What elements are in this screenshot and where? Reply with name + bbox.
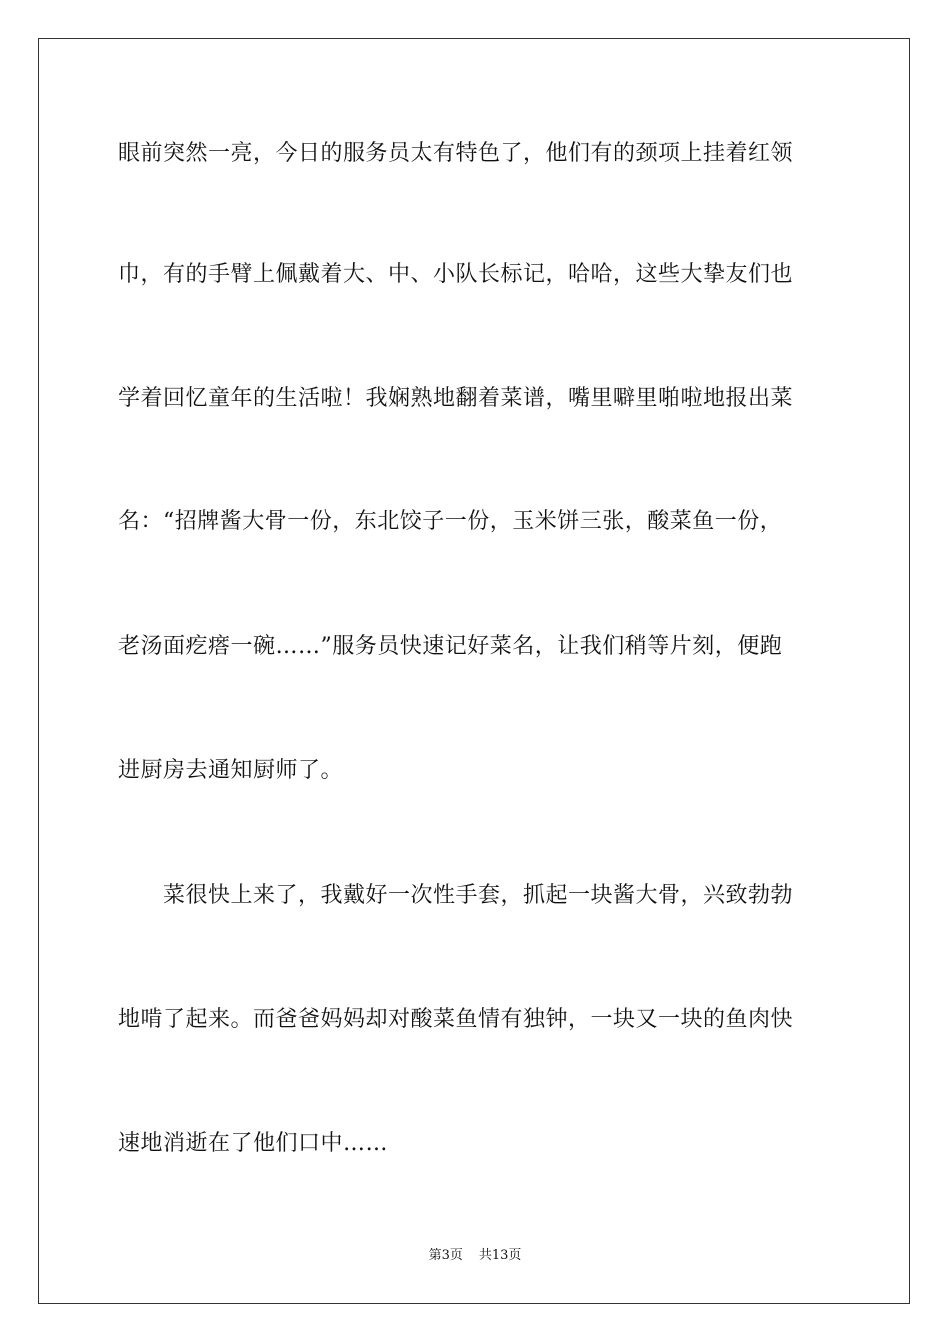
page-total: 共13页: [478, 1248, 522, 1263]
text-line: 学着回忆童年的生活啦！我娴熟地翻着菜谱，嘴里噼里啪啦地报出菜: [118, 386, 794, 411]
text-line: 进厨房去通知厨师了。: [118, 758, 344, 783]
page-footer: [0, 1247, 950, 1265]
text-line: 菜很快上来了，我戴好一次性手套，抓起一块酱大骨，兴致勃勃: [118, 883, 794, 908]
page-number: 第3页: [428, 1248, 463, 1263]
page-frame: [38, 38, 910, 1304]
text-line: 老汤面疙瘩一碗……”服务员快速记好菜名，让我们稍等片刻，便跑: [118, 634, 783, 659]
text-line: 地啃了起来。而爸爸妈妈却对酸菜鱼情有独钟，一块又一块的鱼肉快: [118, 1007, 794, 1032]
text-line: 速地消逝在了他们口中……: [118, 1131, 389, 1156]
text-line: 眼前突然一亮，今日的服务员太有特色了，他们有的颈项上挂着红领: [118, 141, 794, 166]
text-line: 巾，有的手臂上佩戴着大、中、小队长标记，哈哈，这些大挚友们也: [118, 262, 794, 287]
text-line: 名：“招牌酱大骨一份，东北饺子一份，玉米饼三张，酸菜鱼一份，: [118, 509, 783, 534]
